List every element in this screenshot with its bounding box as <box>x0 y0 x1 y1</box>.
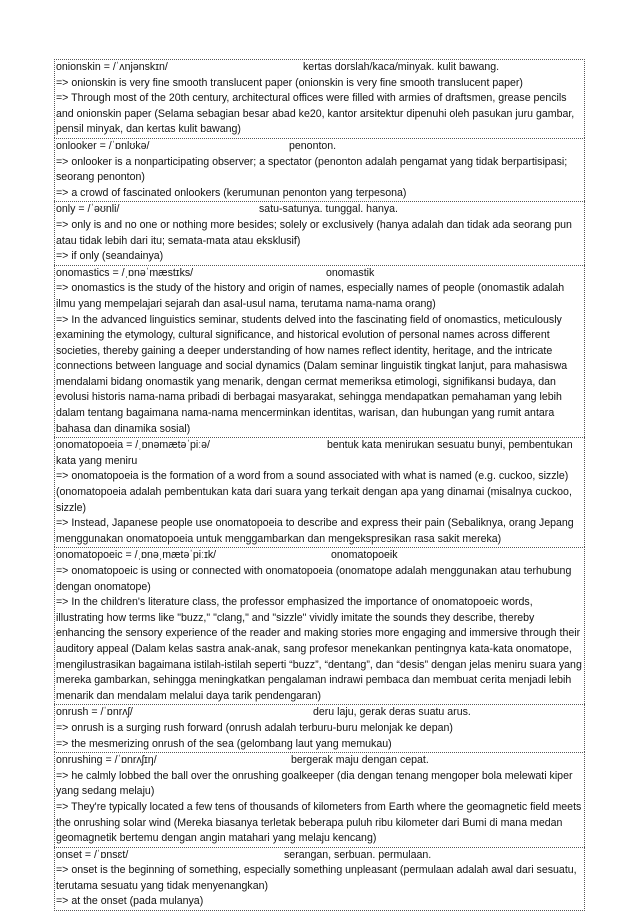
entry-header <box>56 202 583 218</box>
entry-header <box>56 548 583 564</box>
entry-onrushing <box>54 752 585 847</box>
entry-meaning: satu-satunya. tunggal. hanya. <box>259 203 398 216</box>
entry-line: => at the onset (pada mulanya) <box>56 895 204 908</box>
entry-term: onomatopoeia = /ˌɒnəmætəˈpiːə/ <box>56 439 210 452</box>
entry-term: onomastics = /ˌɒnəˈmæstɪks/ <box>56 266 194 279</box>
entry-line: => the mesmerizing onrush of the sea (gelombang laut yang memukau) <box>56 737 392 750</box>
entry-line: => onlooker is a nonparticipating observer; a spectator (penonton adalah pengamat yang tidak berpartisipasi; seorang penonton) <box>56 155 568 184</box>
entry-term: onionskin = /ˈʌnjənskɪn/ <box>56 61 168 73</box>
entry-line: => Instead, Japanese people use onomatopoeia to describe and express their pain (Sebaliknya, orang Jepang menggunakan onomatopoeia untuk menggambarkan dan mengekspresikan rasa sakit mereka) <box>56 517 574 545</box>
entry-line: => onionskin is very fine smooth translucent paper (onionskin is very fine smooth translucent paper) <box>56 76 523 89</box>
entry-onomastics <box>54 265 585 438</box>
entry-term: onset = /ˈɒnsɛt/ <box>56 848 129 861</box>
entry-line: => They're typically located a few tens of thousands of kilometers from Earth where the geomagnetic field meets the onrushing solar wind (Mereka biasanya terletak beberapa puluh ribu kilometer dari Bumi di mana medan geomagnetik bertemu dengan angin matahari yang melaju kencang) <box>56 800 582 845</box>
entry-line: => onrush is a surging rush forward (onrush adalah terburu-buru melonjak ke depan) <box>56 721 453 734</box>
entry-meaning: onomastik <box>326 266 375 279</box>
entry-term: onrush = /ˈɒnrʌʃ/ <box>56 706 133 719</box>
entry-header <box>56 705 583 721</box>
entry-line: => onomatopoeic is using or connected with onomatopoeia (onomatope adalah menggunakan atau terhubung dengan onomatope) <box>56 565 572 593</box>
entry-onomatopoeia <box>54 437 585 547</box>
entry-header <box>56 848 583 864</box>
entry-onlooker <box>54 138 585 201</box>
entry-line: => Through most of the 20th century, architectural offices were filled with armies of draftsmen, grease pencils and onionskin paper (Selama sebagian besar abad ke20, kantor arsitektur dipenuhi oleh pasukan juru gambar, pensil minyak, dan kertas kulit bawang) <box>56 92 575 136</box>
entry-line: => if only (seandainya) <box>56 250 164 263</box>
entry-line: => onset is the beginning of something, especially something unpleasant (permulaan adalah awal dari sesuatu, terutama sesuatu yang tidak menyenangkan) <box>56 864 577 892</box>
dictionary-entries <box>54 59 585 911</box>
entry-meaning: kertas dorslah/kaca/minyak. kulit bawang. <box>303 61 500 73</box>
entry-onset <box>54 847 585 911</box>
entry-header <box>56 60 583 76</box>
entry-line: => onomastics is the study of the history and origin of names, especially names of people (onomastik adalah ilmu yang mempelajari sejarah dan asal-usul nama, terutama nama-nama orang) <box>56 282 565 310</box>
entry-onrush <box>54 704 585 752</box>
entry-header <box>56 753 583 769</box>
entry-header <box>56 438 583 469</box>
entry-line: => onomatopoeia is the formation of a word from a sound associated with what is named (e.g. cuckoo, sizzle) (onomatopoeia adalah pembentukan kata dari suara yang terkait dengan apa yang dinamai (misalnya cuckoo, sizzle) <box>56 470 572 514</box>
entry-line: => he calmly lobbed the ball over the onrushing goalkeeper (dia dengan tenang mengoper bola melewati kiper yang sedang melaju) <box>56 769 573 798</box>
entry-line: => only is and no one or nothing more besides; solely or exclusively (hanya adalah dan tidak ada seorang pun atau tidak lebih dari itu; semata-mata atau eksklusif) <box>56 218 572 247</box>
entry-line: => a crowd of fascinated onlookers (kerumunan penonton yang terpesona) <box>56 186 407 199</box>
entry-onionskin <box>54 59 585 138</box>
entry-header <box>56 139 583 155</box>
entry-meaning: bentuk kata menirukan sesuatu bunyi, pembentukan kata yang meniru <box>56 439 573 467</box>
entry-meaning: serangan, serbuan. permulaan. <box>284 848 432 861</box>
entry-meaning: deru laju, gerak deras suatu arus. <box>313 706 471 719</box>
entry-line: => In the advanced linguistics seminar, students delved into the fascinating field of onomastics, meticulously examining the etymology, cultural significance, and historical evolution of personal names across different societies, thereby gaining a deeper understanding of how names reflect identity, heritage, and the intricate connections between language and social dynamics (Dalam seminar linguistik tingkat lanjut, para mahasiswa mendalami bidang onomastik yang menarik, dengan cermat memeriksa etimologi, signifikansi budaya, dan evolusi historis nama-nama pribadi di berbagai masyarakat, sehingga mendapatkan pemahaman yang lebih dalam tentang bagaimana nama-nama mencerminkan identitas, warisan, dan hubungan yang rumit antara bahasa dan dinamika sosial) <box>56 313 568 435</box>
entry-term: only = /ˈəʊnli/ <box>56 203 120 216</box>
entry-meaning: bergerak maju dengan cepat. <box>291 754 429 767</box>
entry-only <box>54 201 585 264</box>
entry-line: => In the children's literature class, the professor emphasized the importance of onomatopoeic words, illustrating how terms like "buzz," "clang," and "sizzle" vividly imitate the sounds they describe, thereby enhancing the sensory experience of the reader and making stories more engaging and immersive through their auditory appeal (Dalam kelas sastra anak-anak, sang profesor menekankan pentingnya kata-kata onomatope, mengilustrasikan bagaimana istilah-istilah seperti “buzz”, “dentang”, dan “desis” dengan jelas meniru suara yang mereka gambarkan, sehingga meningkatkan pengalaman indrawi pembaca dan membuat cerita menjadi lebih menarik dan mendalam melalui daya tarik pendengaran) <box>56 596 582 702</box>
entry-onomatopoeic <box>54 547 585 704</box>
entry-term: onomatopoeic = /ˌɒnəˌmætəˈpiːɪk/ <box>56 549 217 562</box>
entry-term: onrushing = /ˈɒnrʌʃɪŋ/ <box>56 754 157 767</box>
entry-meaning: onomatopoeik <box>331 549 398 562</box>
entry-header <box>56 266 583 282</box>
entry-term: onlooker = /ˈɒnlʊkə/ <box>56 139 150 152</box>
entry-meaning: penonton. <box>289 139 337 152</box>
